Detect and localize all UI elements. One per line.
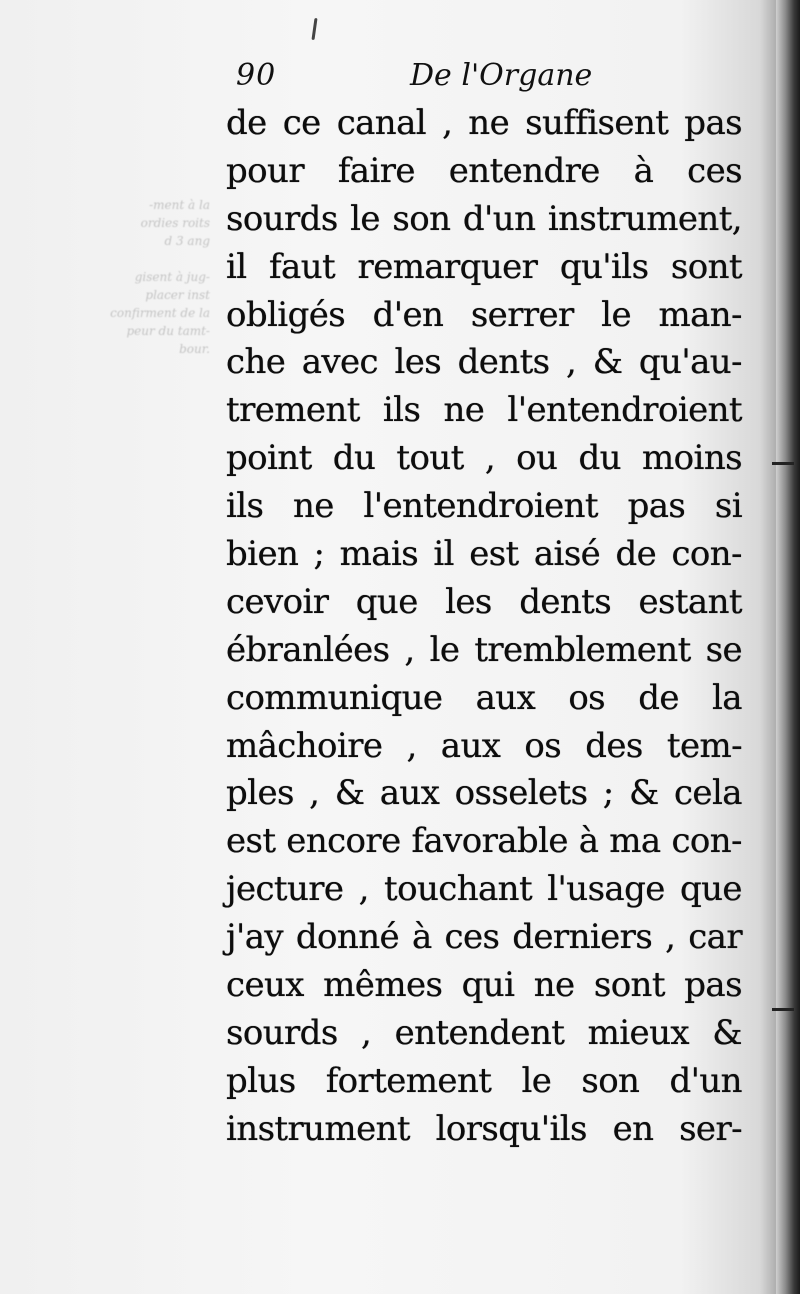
word: sourds	[226, 198, 338, 239]
page-number: 90	[236, 58, 277, 93]
word: se	[705, 629, 742, 670]
word: moins	[642, 438, 742, 479]
word: du	[332, 438, 376, 479]
word: est	[469, 534, 519, 575]
word: le	[521, 1060, 552, 1101]
book-binding-edge	[776, 0, 800, 1294]
word: communique	[226, 677, 443, 718]
word: bien	[226, 534, 299, 575]
word: les	[445, 581, 492, 622]
word: sont	[593, 965, 665, 1006]
word: serrer	[470, 294, 574, 335]
text-line	[226, 387, 742, 435]
word: che	[226, 342, 286, 383]
text-line	[226, 818, 742, 866]
word: d'un	[462, 198, 536, 239]
text-line	[226, 244, 742, 292]
word: du	[578, 438, 621, 479]
word: son	[392, 198, 451, 239]
word: mêmes	[323, 965, 443, 1006]
word: donné	[295, 917, 400, 958]
word: touchant	[384, 869, 533, 910]
word: remarquer	[357, 246, 538, 287]
word: ne	[443, 390, 485, 431]
ink-mark	[311, 18, 317, 40]
word: lorsqu'ils	[435, 1108, 587, 1149]
word: dents	[457, 342, 550, 383]
word: instrument	[226, 1108, 410, 1149]
word: le	[601, 294, 631, 335]
word: ,	[358, 869, 369, 910]
word: ,	[665, 917, 676, 958]
word: en	[612, 1108, 654, 1149]
word: con-	[671, 821, 742, 862]
word: trement	[226, 390, 360, 431]
word: ils	[226, 486, 264, 527]
ghost-note-line: -ment à la	[149, 198, 210, 212]
body-text	[226, 100, 742, 1154]
ghost-note-line: bour.	[179, 342, 210, 356]
word: des	[585, 725, 643, 766]
ghost-note-line: confirment de la	[110, 306, 210, 320]
word: les	[394, 342, 442, 383]
ghost-note-line	[70, 250, 210, 268]
text-line	[226, 531, 742, 579]
word: il	[226, 246, 247, 287]
word: derniers	[512, 917, 653, 958]
word: son	[581, 1060, 640, 1101]
word: con-	[671, 534, 742, 575]
word: ma	[609, 821, 661, 862]
word: qu'au-	[638, 342, 742, 383]
word: cela	[673, 773, 742, 814]
word: ceux	[226, 965, 304, 1006]
word: jecture	[226, 869, 344, 910]
ghost-note-line: placer inst	[145, 288, 210, 302]
show-through-marginal-notes	[70, 196, 210, 358]
text-line	[226, 1106, 742, 1154]
text-line	[226, 196, 742, 244]
word: ne	[533, 965, 575, 1006]
ghost-note-line: d 3 ang	[164, 234, 210, 248]
word: osselets	[454, 773, 588, 814]
word: entendent	[394, 1012, 565, 1053]
word: pour	[226, 150, 304, 191]
word: &	[334, 773, 365, 814]
word: qui	[461, 965, 515, 1006]
word: favorable	[411, 821, 568, 862]
word: estant	[638, 581, 742, 622]
word: de	[226, 103, 267, 143]
word: aisé	[533, 534, 601, 575]
word: ,	[404, 629, 415, 670]
word: ce	[282, 103, 321, 143]
word: ,	[484, 438, 496, 479]
word: &	[592, 342, 623, 383]
word: pas	[684, 103, 742, 143]
word: mâchoire	[226, 725, 383, 766]
word: ;	[602, 773, 614, 814]
text-line	[226, 100, 742, 148]
text-line	[226, 483, 742, 531]
word: mieux	[587, 1012, 689, 1053]
word: &	[712, 1012, 742, 1053]
word: obligés	[226, 294, 346, 335]
running-title: De l'Organe	[410, 58, 593, 93]
word: tout	[396, 438, 464, 479]
binding-tab	[772, 462, 794, 465]
word: canal	[336, 103, 427, 143]
word: encore	[286, 821, 401, 862]
word: est	[226, 821, 276, 862]
word: de	[638, 677, 679, 718]
word: ,	[309, 773, 320, 814]
word: sourds	[226, 1012, 338, 1053]
text-line	[226, 1058, 742, 1106]
ghost-note-line: gisent à jug-	[134, 270, 210, 284]
text-line	[226, 675, 742, 723]
word: ples	[226, 773, 294, 814]
word: aux	[440, 725, 501, 766]
text-line	[226, 770, 742, 818]
page-header	[232, 52, 752, 102]
binding-tab	[772, 1008, 794, 1011]
word: à	[578, 821, 599, 862]
word: car	[688, 917, 742, 958]
word: qu'ils	[559, 246, 649, 287]
word: cevoir	[226, 581, 329, 622]
word: instrument,	[547, 198, 742, 239]
word: que	[355, 581, 418, 622]
word: l'usage	[547, 869, 665, 910]
word: suffisent	[525, 103, 669, 143]
text-line	[226, 1010, 742, 1058]
word: ;	[313, 534, 325, 575]
word: avec	[301, 342, 378, 383]
word: ,	[361, 1012, 372, 1053]
ghost-note-line: ordies roits	[140, 216, 210, 230]
word: le	[350, 198, 380, 239]
word: ,	[406, 725, 417, 766]
ghost-note-line: peur du tamt-	[126, 324, 210, 338]
word: j'ay	[226, 917, 283, 958]
word: pas	[684, 965, 742, 1006]
word: d'un	[669, 1060, 742, 1101]
word: point	[226, 438, 312, 479]
word: ,	[566, 342, 577, 383]
text-line	[226, 866, 742, 914]
word: os	[568, 677, 606, 718]
word: tem-	[666, 725, 742, 766]
text-line	[226, 339, 742, 387]
word: ces	[687, 150, 742, 191]
text-line	[226, 627, 742, 675]
word: tremblement	[474, 629, 691, 670]
word: faut	[269, 246, 336, 287]
word: aux	[475, 677, 536, 718]
word: ser-	[679, 1108, 742, 1149]
word: ,	[442, 103, 453, 143]
word: ne	[293, 486, 334, 527]
word: aux	[379, 773, 440, 814]
word: l'entendroient	[363, 486, 598, 527]
text-line	[226, 148, 742, 196]
text-line	[226, 723, 742, 771]
word: man-	[658, 294, 742, 335]
word: plus	[226, 1060, 296, 1101]
word: à	[633, 150, 654, 191]
word: entendre	[448, 150, 600, 191]
word: d'en	[372, 294, 444, 335]
text-line	[226, 914, 742, 962]
text-line	[226, 579, 742, 627]
word: ils	[382, 390, 421, 431]
text-line	[226, 435, 742, 483]
word: ces	[444, 917, 500, 958]
word: mais	[339, 534, 419, 575]
word: si	[714, 486, 742, 527]
word: le	[429, 629, 460, 670]
word: la	[712, 677, 742, 718]
word: ou	[516, 438, 558, 479]
word: à	[411, 917, 432, 958]
word: ne	[468, 103, 510, 143]
word: sont	[670, 246, 742, 287]
word: dents	[519, 581, 612, 622]
word: il	[433, 534, 454, 575]
word: os	[524, 725, 562, 766]
word: &	[628, 773, 659, 814]
word: que	[679, 869, 742, 910]
word: l'entendroient	[507, 390, 742, 431]
word: faire	[337, 150, 415, 191]
text-line	[226, 292, 742, 340]
word: ébranlées	[226, 629, 390, 670]
word: pas	[627, 486, 686, 527]
word: fortement	[325, 1060, 492, 1101]
word: de	[615, 534, 657, 575]
text-line	[226, 962, 742, 1010]
